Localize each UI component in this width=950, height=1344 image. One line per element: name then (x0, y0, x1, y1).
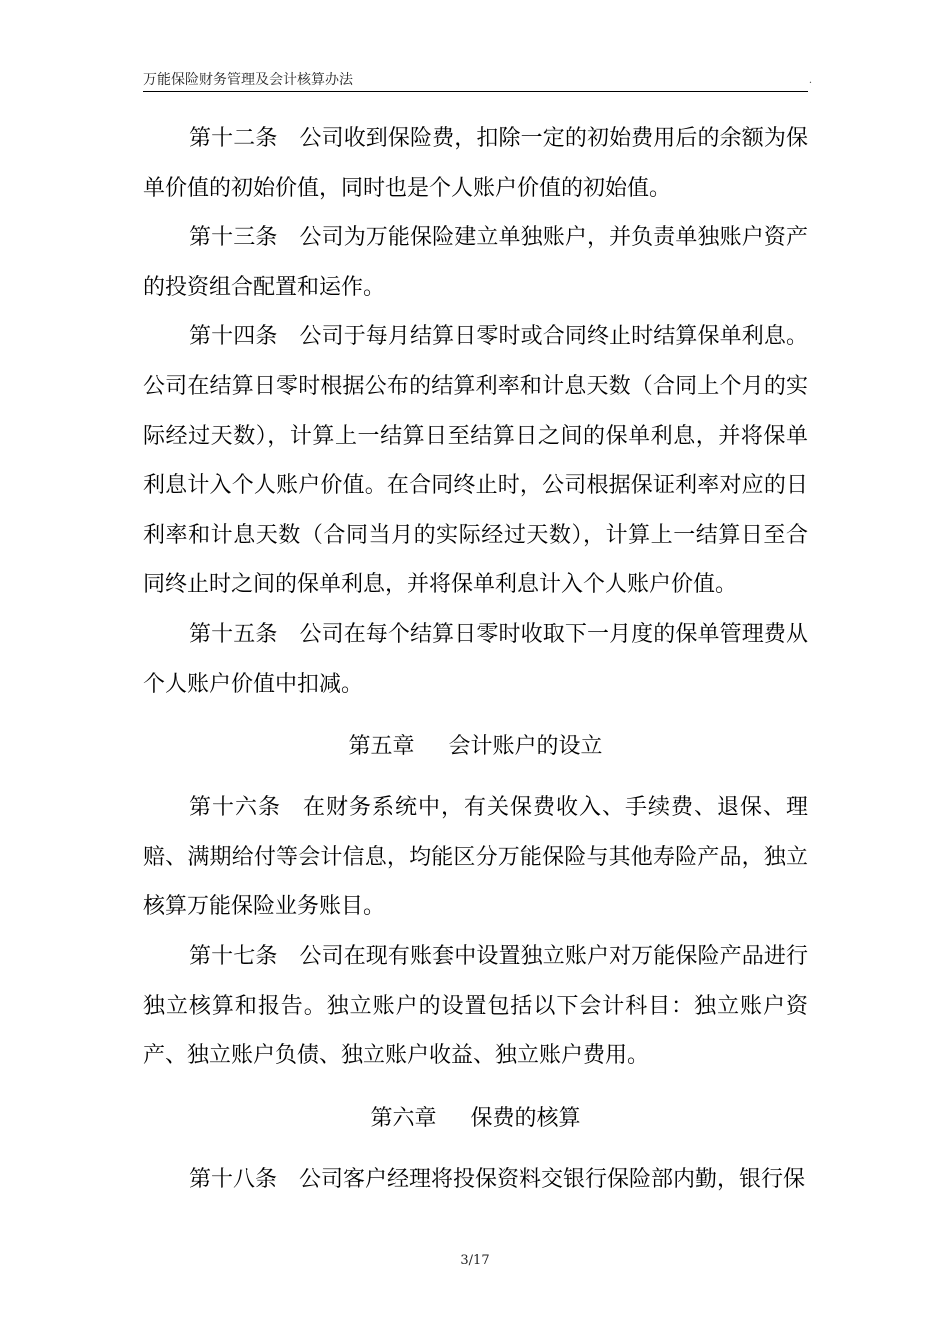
article-text: 公司在每个结算日零时收取下一月度的保单管理费从个人账户价值中扣减。 (143, 621, 808, 697)
page-header (143, 69, 812, 92)
article-16 (143, 783, 808, 932)
article-12 (143, 114, 808, 213)
article-14 (143, 312, 808, 610)
header-mark: . (808, 75, 812, 86)
chapter-number: 第六章 (370, 1105, 437, 1131)
chapter-title: 保费的核算 (470, 1105, 581, 1131)
article-number: 第十四条 (189, 324, 278, 350)
article-number: 第十三条 (189, 225, 278, 251)
document-body (143, 114, 808, 1204)
article-number: 第十五条 (189, 621, 278, 647)
article-number: 第十六条 (189, 795, 281, 821)
article-18 (143, 1155, 808, 1205)
article-text: 公司于每月结算日零时或合同终止时结算保单利息。公司在结算日零时根据公布的结算利率和计息天数（合同上个月的实际经过天数），计算上一结算日至结算日之间的保单利息，并将保单利息计入个人账户价值。在合同终止时，公司根据保证利率对应的日利率和计息天数（合同当月的实际经过天数），计算上一结算日至合同终止时之间的保单利息，并将保单利息计入个人账户价值。 (143, 324, 808, 598)
article-number: 第十八条 (189, 1166, 278, 1192)
article-text: 在财务系统中，有关保费收入、手续费、退保、理赔、满期给付等会计信息，均能区分万能保险与其他寿险产品，独立核算万能保险业务账目。 (143, 795, 808, 920)
article-text: 公司在现有账套中设置独立账户对万能保险产品进行独立核算和报告。独立账户的设置包括以下会计科目：独立账户资产、独立账户负债、独立账户收益、独立账户费用。 (143, 943, 808, 1069)
chapter-6-heading (143, 1081, 808, 1155)
article-15 (143, 610, 808, 709)
chapter-number: 第五章 (348, 734, 415, 760)
article-text: 公司为万能保险建立单独账户，并负责单独账户资产的投资组合配置和运作。 (143, 225, 808, 300)
article-text: 公司客户经理将投保资料交银行保险部内勤，银行保 (299, 1166, 806, 1192)
chapter-title: 会计账户的设立 (448, 734, 603, 760)
header-title: 万能保险财务管理及会计核算办法 (143, 72, 353, 88)
article-number: 第十七条 (189, 943, 278, 969)
article-13 (143, 213, 808, 312)
page-number: 3/17 (460, 1253, 490, 1268)
article-number: 第十二条 (189, 126, 278, 151)
article-text: 公司收到保险费，扣除一定的初始费用后的余额为保单价值的初始价值，同时也是个人账户价值的初始值。 (143, 126, 808, 201)
chapter-5-heading (143, 709, 808, 783)
article-17 (143, 932, 808, 1081)
